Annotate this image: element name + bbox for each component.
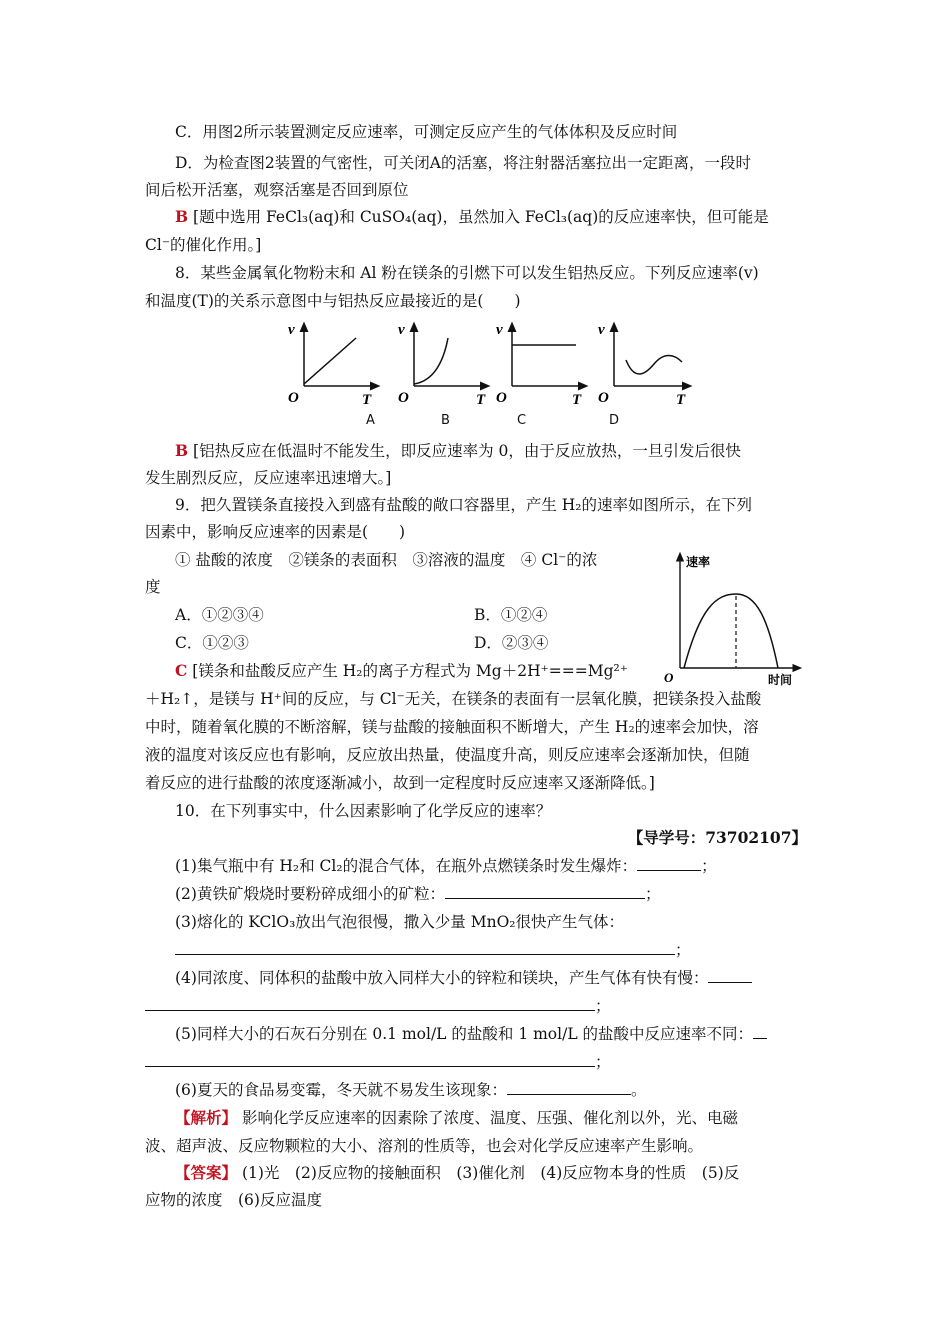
q10-sub4-text: (4)同浓度、同体积的盐酸中放入同样大小的锌粒和镁块，产生气体有快有慢： [175,969,709,987]
q10-guide-number: 【导学号：73702107】 [627,828,807,847]
q8-answer: B [175,441,189,460]
graph-a [288,322,376,408]
q9-answer: C [175,661,188,680]
q9-explanation-line4: 液的温度对该反应也有影响，反应放出热量，使温度升高，则反应速率会逐渐加快，但随 [145,746,750,764]
graph-c-v-label: v [496,322,503,338]
q9-x-axis-label: 时间 [768,673,793,687]
q9-explanation-line3: 中时，随着氧化膜的不断溶解，镁与盐酸的接触面积不断增大，产生 H₂的速率会加快，溶 [145,718,759,736]
graph-d-o-label: O [598,390,609,406]
q9-stem-line1: 9．把久置镁条直接投入到盛有盐酸的敞口容器里，产生 H₂的速率如图所示，在下列 [175,496,753,514]
q10-analysis-line1 [175,1108,837,1128]
q10-sub4-end: ； [595,997,611,1015]
q8-stem-line1: 8．某些金属氧化物粉末和 Al 粉在镁条的引燃下可以发生铝热反应。下列反应速率(v) [175,264,759,282]
q9-explanation-line5: 着反应的进行盐酸的浓度逐渐减小，故到一定程度时反应速率又逐渐降低。] [145,774,655,792]
graph-c [496,322,584,408]
q10-sub1-text: (1)集气瓶中有 H₂和 Cl₂的混合气体，在瓶外点燃镁条时发生爆炸： [175,857,638,875]
q7-explanation-line2: Cl⁻的催化作用。] [145,236,262,254]
q10-sub4 [175,968,807,988]
graph-a-curve [304,338,356,384]
q9-origin-label: O [664,670,674,685]
q8-graphs-figure [280,318,700,414]
graph-a-o-label: O [288,390,299,406]
q9-answer-explanation-line1 [175,661,675,681]
q9-rate-graph [660,548,810,688]
q7-option-c: C．用图2所示装置测定反应速率，可测定反应产生的气体体积及反应时间 [175,123,678,141]
q10-sub5-text: (5)同样大小的石灰石分别在 0.1 mol/L 的盐酸和 1 mol/L 的盐酸中反应速率不同： [175,1025,754,1043]
q10-sub5 [175,1024,807,1044]
q9-option-d: D．②③④ [474,634,549,652]
q7-answer-explanation-line1 [175,207,837,227]
q10-stem: 10．在下列事实中，什么因素影响了化学反应的速率？ [175,802,552,820]
graph-d-curve [626,356,682,375]
analysis-text: 影响化学反应速率的因素除了浓度、温度、压强、催化剂以外，光、电磁 [241,1109,738,1127]
q10-sub4-blank-b[interactable] [145,996,595,1011]
q10-sub1-blank[interactable] [637,856,701,871]
q10-sub6-end: 。 [630,1081,647,1099]
q9-explanation-text: [镁条和盐酸反应产生 H₂的离子方程式为 Mg＋2H⁺===Mg²⁺ [192,662,628,680]
q10-sub1-end: ； [701,857,717,875]
q7-option-d-line1: D．为检查图2装置的气密性，可关闭A的活塞，将注射器活塞拉出一定距离，一段时 [175,154,751,172]
q10-answer-line2: 应物的浓度 (6)反应温度 [145,1191,322,1209]
q10-sub3-blank[interactable] [175,940,675,955]
answer-tag: 【答案】 [175,1163,238,1182]
q10-sub5-answer-line [145,1052,807,1072]
q9-option-a: A．①②③④ [175,606,264,624]
analysis-tag: 【解析】 [175,1108,238,1127]
q10-sub6-text: (6)夏天的食品易变霉，冬天就不易发生该现象： [175,1081,507,1099]
q10-analysis-line2: 波、超声波、反应物颗粒的大小、溶剂的性质等，也会对化学反应速率产生影响。 [145,1137,704,1155]
q10-sub3-text: (3)熔化的 KClO₃放出气泡很慢，撒入少量 MnO₂很快产生气体： [175,913,624,931]
graph-b [398,322,486,408]
q10-sub6 [175,1080,837,1100]
q10-sub2-end: ； [644,885,661,903]
graph-b-o-label: O [398,390,409,406]
q9-option-c: C．①②③ [175,634,249,652]
graph-label-c: C [517,413,527,428]
q9-rate-curve [684,594,778,668]
q9-explanation-line2: ＋H₂↑，是镁与 H⁺间的反应，与 Cl⁻无关，在镁条的表面有一层氧化膜，把镁条投入盐酸 [145,690,762,708]
q9-factors-line2: 度 [145,578,161,596]
graph-label-b: B [441,413,450,428]
q9-option-b: B．①②④ [474,606,548,624]
q8-answer-explanation-line1 [175,441,837,461]
graph-a-v-label: v [288,322,295,338]
q10-sub3-end: ； [675,941,691,959]
q10-sub2 [175,884,837,904]
graph-c-o-label: O [496,390,507,406]
q7-explanation-text: [题中选用 FeCl₃(aq)和 CuSO₄(aq)，虽然加入 FeCl₃(aq)的反应速率快，但可能是 [193,208,769,226]
q10-sub5-blank-b[interactable] [145,1052,595,1067]
q9-stem-line2: 因素中，影响反应速率的因素是( ) [145,523,406,541]
graph-d [598,322,688,408]
q10-sub3-answer-line [175,940,837,960]
graph-label-d: D [609,413,620,428]
q8-stem-line2: 和温度(T)的关系示意图中与铝热反应最接近的是( ) [145,292,521,310]
q10-sub4-answer-line [145,996,807,1016]
graph-label-a: A [366,413,375,428]
q10-sub5-blank-a[interactable] [753,1024,767,1039]
answer-text: (1)光 (2)反应物的接触面积 (3)催化剂 (4)反应物本身的性质 (5)反 [241,1164,740,1182]
q9-y-axis-label: 速率 [686,555,711,569]
q10-sub1 [175,856,837,876]
q10-sub2-blank[interactable] [445,884,645,899]
q7-option-d-line2: 间后松开活塞，观察活塞是否回到原位 [145,181,409,199]
graph-a-t-label: T [362,392,372,408]
q9-factors-line1: ① 盐酸的浓度 ②镁条的表面积 ③溶液的温度 ④ Cl⁻的浓 [175,551,598,569]
q7-answer: B [175,207,189,226]
graph-b-v-label: v [398,322,405,338]
graph-c-t-label: T [572,392,582,408]
q8-explanation-line2: 发生剧烈反应，反应速率迅速增大。] [145,469,392,487]
q10-sub5-end: ； [595,1053,611,1071]
graph-b-t-label: T [476,392,486,408]
q10-sub6-blank[interactable] [507,1080,631,1095]
q10-answer-line1 [175,1163,837,1183]
graph-b-curve [414,338,448,384]
graph-d-t-label: T [676,392,686,408]
q10-sub2-text: (2)黄铁矿煅烧时要粉碎成细小的矿粒： [175,885,445,903]
graph-d-v-label: v [598,322,605,338]
q10-sub4-blank-a[interactable] [708,968,752,983]
q8-explanation-text: [铝热反应在低温时不能发生，即反应速率为 0，由于反应放热，一旦引发后很快 [193,442,741,460]
